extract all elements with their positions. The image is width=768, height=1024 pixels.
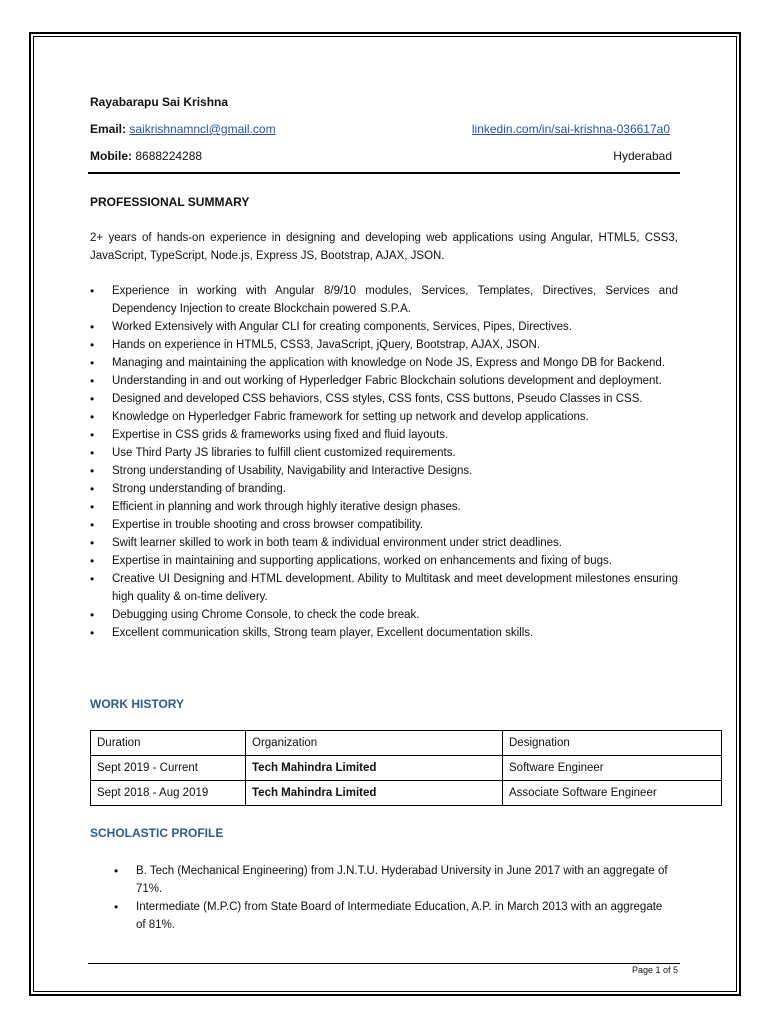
list-item: • Worked Extensively with Angular CLI for creating components, Services, Pipes, Directives. [90,318,678,336]
list-item: • Creative UI Designing and HTML development. Ability to Multitask and meet development milestones ensuring high quality & on-time delivery. [90,570,678,606]
section-heading-summary: PROFESSIONAL SUMMARY [90,195,250,209]
page-number: Page 1 of 5 [631,965,678,975]
cell-duration: Sept 2018 - Aug 2019 [91,781,246,806]
cell-designation: Software Engineer [503,756,722,781]
summary-bullet-list [90,282,678,642]
list-item: • Understanding in and out working of Hyperledger Fabric Blockchain solutions development and deployment. [90,372,678,390]
list-item: • Swift learner skilled to work in both team & individual environment under strict deadlines. [90,534,678,552]
table-header-row [91,731,722,756]
cell-organization: Tech Mahindra Limited [246,756,503,781]
location: Hyderabad [613,149,672,163]
work-history-table [90,730,722,806]
list-item: • B. Tech (Mechanical Engineering) from J.N.T.U. Hyderabad University in June 2017 with an aggregate of 71%. [114,862,674,898]
list-item: • Designed and developed CSS behaviors, CSS styles, CSS fonts, CSS buttons, Pseudo Classes in CSS. [90,390,678,408]
mobile-row [90,149,202,163]
list-item: • Strong understanding of Usability, Navigability and Interactive Designs. [90,462,678,480]
header-divider [88,172,680,174]
summary-intro: 2+ years of hands-on experience in designing and developing web applications using Angular, HTML5, CSS3, JavaScript, TypeScript, Node.js, Express JS, Bootstrap, AJAX, JSON. [90,232,678,262]
list-item: • Experience in working with Angular 8/9/10 modules, Services, Templates, Directives, Services and Dependency Injection to create Blockchain powered S.P.A. [90,282,678,318]
cell-duration: Sept 2019 - Current [91,756,246,781]
candidate-name: Rayabarapu Sai Krishna [90,95,229,109]
list-item: • Hands on experience in HTML5, CSS3, JavaScript, jQuery, Bootstrap, AJAX, JSON. [90,336,678,354]
list-item: • Managing and maintaining the application with knowledge on Node JS, Express and Mongo DB for Backend. [90,354,678,372]
list-item: • Efficient in planning and work through highly iterative design phases. [90,498,678,516]
list-item: • Intermediate (M.P.C) from State Board of Intermediate Education, A.P. in March 2013 with an aggregate of 81%. [114,898,674,934]
email-row [90,122,276,136]
table-row [91,756,722,781]
mobile-label: Mobile: [90,149,132,163]
list-item: • Use Third Party JS libraries to fulfill client customized requirements. [90,444,678,462]
list-item: • Strong understanding of branding. [90,480,678,498]
list-item: • Expertise in trouble shooting and cross browser compatibility. [90,516,678,534]
section-heading-work: WORK HISTORY [90,697,185,711]
table-row [91,781,722,806]
list-item: • Debugging using Chrome Console, to check the code break. [90,606,678,624]
mobile-number: 8688224288 [135,149,203,163]
email-link[interactable]: saikrishnamncl@gmail.com [129,122,276,136]
column-header-duration: Duration [91,731,246,756]
list-item: • Expertise in maintaining and supporting applications, worked on enhancements and fixing of bugs. [90,552,678,570]
list-item: • Excellent communication skills, Strong team player, Excellent documentation skills. [90,624,678,642]
list-item: • Expertise in CSS grids & frameworks using fixed and fluid layouts. [90,426,678,444]
column-header-organization: Organization [246,731,503,756]
footer-divider [88,963,680,964]
column-header-designation: Designation [503,731,722,756]
email-label: Email: [90,122,127,136]
education-list [114,862,674,934]
cell-designation: Associate Software Engineer [503,781,722,806]
cell-organization: Tech Mahindra Limited [246,781,503,806]
section-heading-education: SCHOLASTIC PROFILE [90,826,224,840]
linkedin-link[interactable]: linkedin.com/in/sai-krishna-036617a0 [471,122,670,136]
list-item: • Knowledge on Hyperledger Fabric framework for setting up network and develop applications. [90,408,678,426]
